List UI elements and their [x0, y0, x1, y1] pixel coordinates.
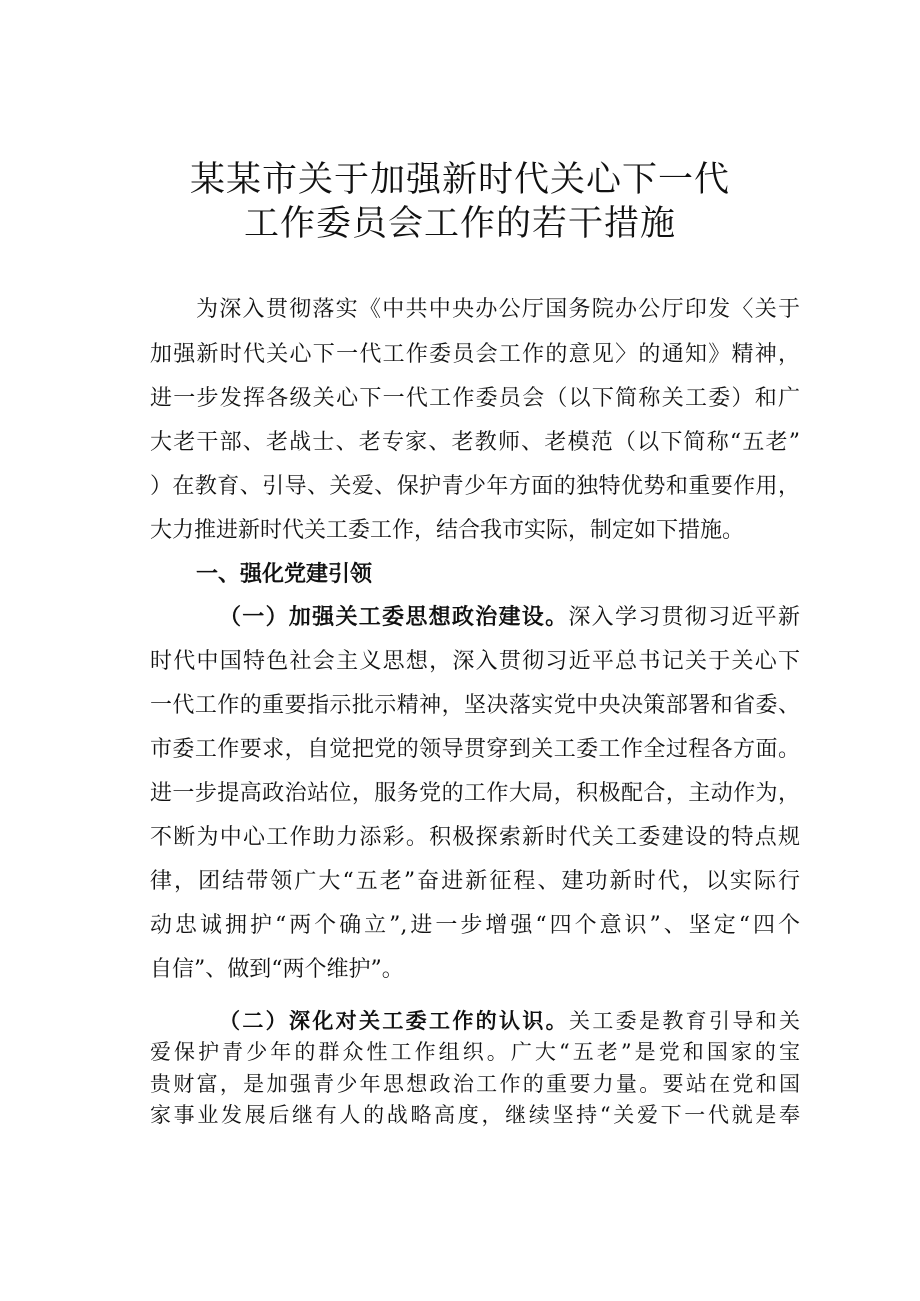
- item-1-heading: （一）加强关工委思想政治建设。: [219, 605, 569, 630]
- item-1-line: 不断为中心工作助力添彩。积极探索新时代关工委建设的特点规: [150, 825, 800, 850]
- item-2-first-line-text: 关工委是教育引导和关: [569, 1009, 800, 1033]
- intro-line: 大力推进新时代关工委工作，结合我市实际，制定如下措施。: [150, 518, 745, 543]
- item-1-line: 律，团结带领广大“五老”奋进新征程、建功新时代，以实际行: [150, 869, 800, 894]
- item-1-line: 自信”、做到“两个维护”。: [150, 957, 404, 982]
- item-1-line: 时代中国特色社会主义思想，深入贯彻习近平总书记关于关心下: [150, 649, 800, 674]
- item-1-first-line: [219, 603, 800, 633]
- item-2-heading: （二）深化对关工委工作的认识。: [219, 1009, 569, 1033]
- item-1-line: 一代工作的重要指示批示精神，坚决落实党中央决策部署和省委、: [150, 693, 800, 718]
- item-1-first-line-text: 深入学习贯彻习近平新: [568, 605, 800, 630]
- item-1-line: 进一步提高政治站位，服务党的工作大局，积极配合，主动作为，: [150, 781, 800, 806]
- intro-line: 为深入贯彻落实《中共中央办公厅国务院办公厅印发〈关于: [196, 297, 800, 322]
- intro-line: ）在教育、引导、关爱、保护青少年方面的独特优势和重要作用，: [150, 474, 800, 499]
- intro-line: 大老干部、老战士、老专家、老教师、老模范（以下简称“五老”: [150, 430, 800, 455]
- item-2-line: 家事业发展后继有人的战略高度，继续坚持“关爱下一代就是奉: [150, 1103, 800, 1127]
- section-heading: 一、强化党建引领: [196, 562, 373, 587]
- item-2-line: 贵财富，是加强青少年思想政治工作的重要力量。要站在党和国: [150, 1072, 800, 1096]
- intro-line: 加强新时代关心下一代工作委员会工作的意见〉的通知》精神，: [150, 342, 800, 367]
- item-2-line: 爱保护青少年的群众性工作组织。广大“五老”是党和国家的宝: [150, 1040, 800, 1064]
- intro-line: 进一步发挥各级关心下一代工作委员会（以下简称关工委）和广: [150, 386, 800, 411]
- document-title-line-1: 某某市关于加强新时代关心下一代: [189, 160, 730, 200]
- item-2-first-line: [219, 1008, 800, 1035]
- document-title-line-2: 工作委员会工作的若干措施: [243, 204, 676, 244]
- item-1-line: 市委工作要求，自觉把党的领导贯穿到关工委工作全过程各方面。: [150, 737, 800, 762]
- item-1-line: 动忠诚拥护“两个确立”,进一步增强“四个意识”、坚定“四个: [150, 913, 800, 938]
